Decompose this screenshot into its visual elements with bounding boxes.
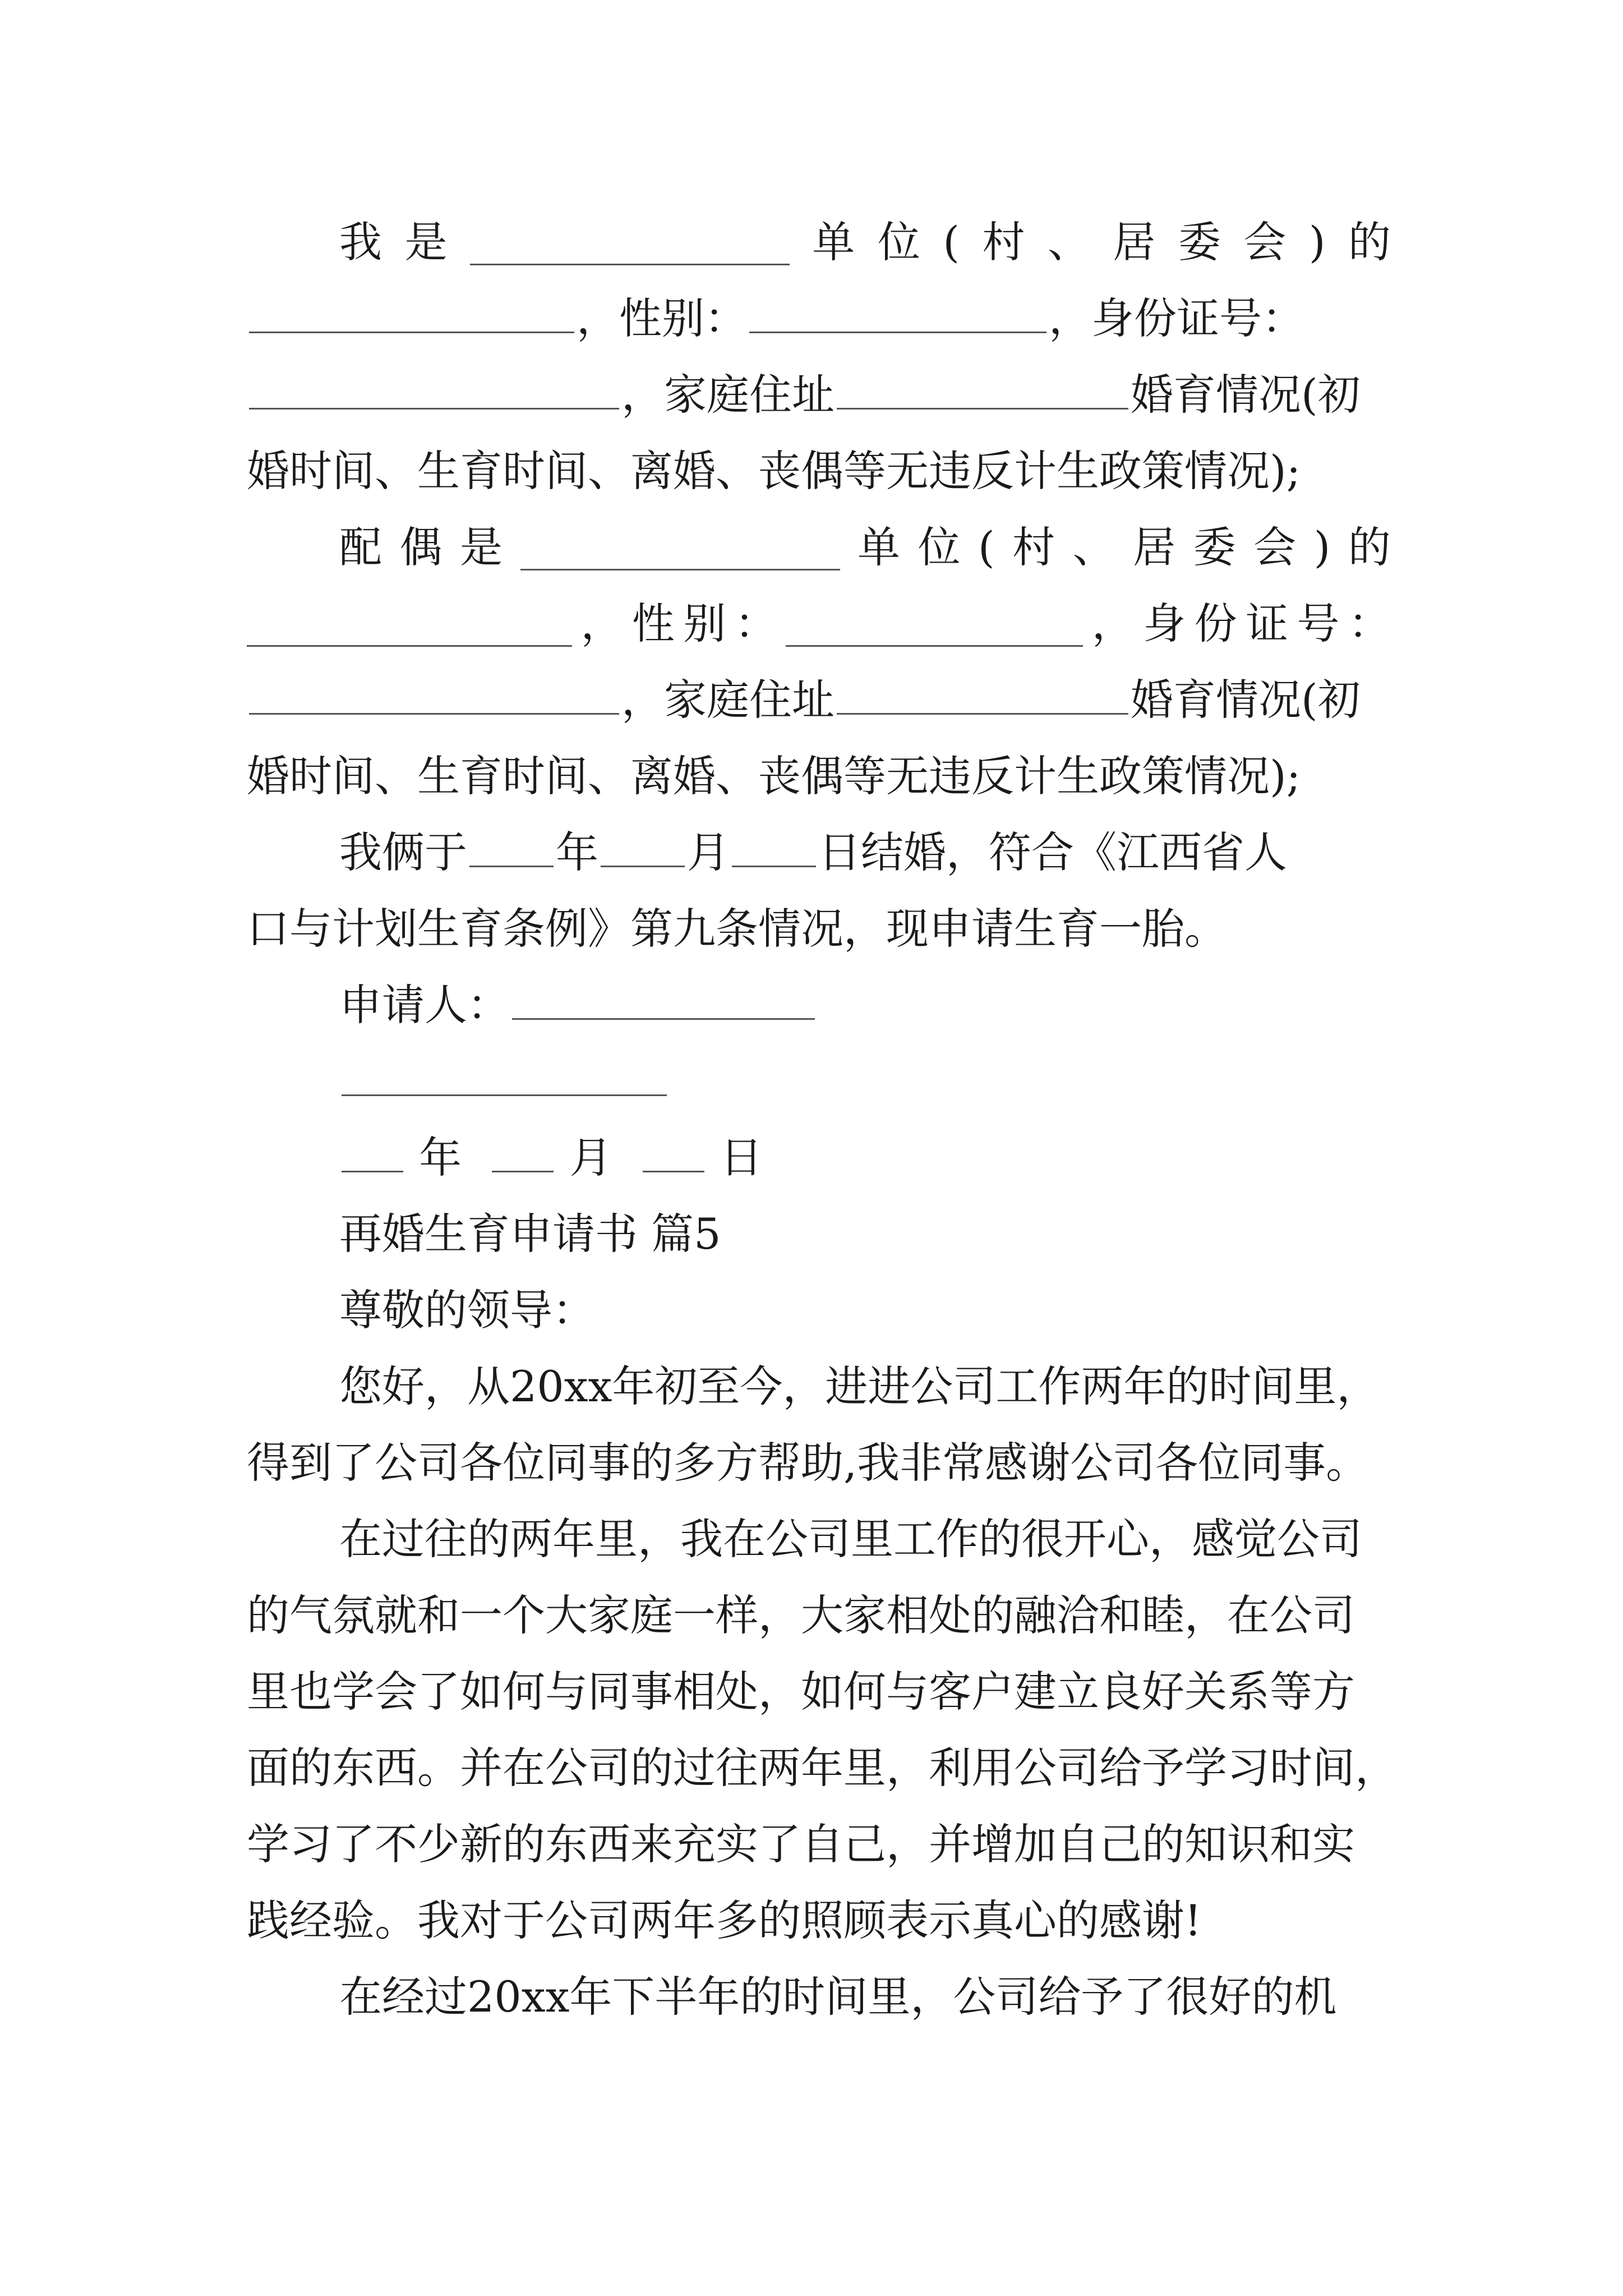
letter-text: 得到了公司各位同事的多方帮助,我非常感谢公司各位同事。 bbox=[247, 1438, 1369, 1488]
marriage-year-blank[interactable] bbox=[469, 822, 554, 867]
paragraph-3-line-2 bbox=[247, 895, 1391, 963]
letter-line bbox=[339, 1353, 1391, 1420]
address-label: ，家庭住址 bbox=[621, 370, 834, 420]
marital-status-text: 婚时间、生育时间、离婚、丧偶等无违反计生政策情况); bbox=[247, 446, 1301, 496]
text-char: 单 bbox=[857, 522, 900, 572]
letter-line bbox=[247, 1429, 1391, 1497]
text-char: 、 bbox=[1047, 217, 1090, 267]
text-char: 居 bbox=[1113, 217, 1156, 267]
text-segment: 月 bbox=[687, 827, 730, 877]
paragraph-2-line-1 bbox=[339, 514, 1391, 581]
letter-line bbox=[247, 1734, 1398, 1802]
text-char: 我 bbox=[339, 217, 382, 267]
address-blank[interactable] bbox=[837, 364, 1128, 409]
text-segment: 年 bbox=[556, 827, 598, 877]
gender-label: ，性别： bbox=[577, 293, 747, 343]
letter-line bbox=[247, 1811, 1391, 1878]
gender-blank[interactable] bbox=[749, 288, 1046, 333]
applicant-label: 申请人： bbox=[339, 980, 510, 1030]
text-char: 会 bbox=[1253, 522, 1297, 572]
text-char: 村 bbox=[1012, 522, 1055, 572]
paragraph-1-line-3 bbox=[247, 361, 1391, 429]
letter-text: 在经过20xx年下半年的时间里，公司给予了很好的机 bbox=[339, 1972, 1337, 2022]
paragraph-1-line-1 bbox=[339, 209, 1391, 276]
text-char: 配 bbox=[339, 522, 382, 572]
date-line bbox=[339, 1124, 1391, 1191]
signature-blank[interactable] bbox=[342, 1051, 667, 1096]
id-number-label: ，身份证号： bbox=[1049, 293, 1304, 343]
text-char: 份 bbox=[1194, 599, 1237, 648]
letter-text: 面的东西。并在公司的过往两年里，利用公司给予学习时间， bbox=[247, 1743, 1398, 1793]
date-day-label: 日 bbox=[720, 1133, 763, 1182]
letter-text: 里也学会了如何与同事相处，如何与客户建立良好关系等方 bbox=[247, 1667, 1355, 1717]
text-segment: 日结婚，符合《江西省人 bbox=[818, 827, 1287, 877]
text-char: 是 bbox=[460, 522, 502, 572]
text-char: 位 bbox=[877, 217, 920, 267]
text-char: 的 bbox=[1348, 522, 1391, 572]
text-segment: 我俩于 bbox=[339, 827, 467, 877]
name-blank[interactable] bbox=[249, 288, 574, 333]
text-char: 证 bbox=[1246, 599, 1289, 648]
text-char: ： bbox=[734, 599, 777, 648]
text-char: 委 bbox=[1178, 217, 1221, 267]
text-char: 位 bbox=[917, 522, 961, 572]
spouse-gender-blank[interactable] bbox=[786, 601, 1083, 647]
spouse-name-blank[interactable] bbox=[247, 601, 572, 647]
text-char: 委 bbox=[1193, 522, 1236, 572]
text-char: 是 bbox=[404, 217, 448, 267]
marital-status-label: 婚育情况(初 bbox=[1131, 675, 1361, 725]
paragraph-2-line-3 bbox=[247, 666, 1391, 734]
paragraph-3-line-1 bbox=[339, 819, 1391, 886]
marriage-month-blank[interactable] bbox=[601, 822, 685, 867]
text-char: 身 bbox=[1143, 599, 1186, 648]
date-month-blank[interactable] bbox=[492, 1127, 554, 1172]
salutation bbox=[339, 1277, 1391, 1344]
letter-line bbox=[247, 1658, 1391, 1726]
letter-line bbox=[247, 1887, 1391, 1954]
text-char: 别 bbox=[683, 599, 726, 648]
applicant-line bbox=[339, 972, 1391, 1039]
text-char: 的 bbox=[1348, 217, 1391, 267]
salutation-text: 尊敬的领导： bbox=[339, 1285, 595, 1335]
text-char: 性 bbox=[631, 599, 675, 648]
date-day-blank[interactable] bbox=[643, 1127, 704, 1172]
section-title-text: 再婚生育申请书 篇5 bbox=[339, 1209, 721, 1259]
paragraph-2-line-4 bbox=[247, 743, 1391, 810]
text-char: 、 bbox=[1072, 522, 1115, 572]
text-char: 单 bbox=[812, 217, 855, 267]
text-char: ， bbox=[1091, 599, 1135, 648]
text-char: ， bbox=[580, 599, 624, 648]
marriage-day-blank[interactable] bbox=[732, 822, 816, 867]
letter-text: 践经验。我对于公司两年多的照顾表示真心的感谢! bbox=[247, 1895, 1202, 1945]
letter-line bbox=[247, 1582, 1391, 1649]
text-char: ) bbox=[1308, 217, 1326, 267]
id-number-blank[interactable] bbox=[249, 364, 619, 409]
letter-line bbox=[339, 1506, 1391, 1573]
text-char: 号 bbox=[1297, 599, 1340, 648]
text-char: ： bbox=[1348, 599, 1391, 648]
address-label: ，家庭住址 bbox=[621, 675, 834, 725]
spouse-work-unit-blank[interactable] bbox=[520, 525, 840, 570]
text-char: ( bbox=[943, 217, 960, 267]
section-title bbox=[339, 1200, 1391, 1268]
text-segment: 口与计划生育条例》第九条情况，现申请生育一胎。 bbox=[247, 904, 1227, 954]
paragraph-1-line-4 bbox=[247, 438, 1391, 505]
letter-text: 您好，从20xx年初至今，进进公司工作两年的时间里， bbox=[339, 1361, 1380, 1411]
marital-status-text: 婚时间、生育时间、离婚、丧偶等无违反计生政策情况); bbox=[247, 751, 1301, 801]
signature-line bbox=[339, 1048, 1391, 1115]
applicant-signature-blank[interactable] bbox=[512, 974, 815, 1020]
paragraph-1-line-2 bbox=[247, 285, 1391, 352]
text-char: 会 bbox=[1243, 217, 1287, 267]
letter-line bbox=[339, 1963, 1391, 2031]
text-char: 偶 bbox=[399, 522, 442, 572]
date-month-label: 月 bbox=[569, 1133, 612, 1182]
date-year-blank[interactable] bbox=[342, 1127, 403, 1172]
text-char: 村 bbox=[982, 217, 1025, 267]
date-year-label: 年 bbox=[419, 1133, 462, 1182]
spouse-id-number-blank[interactable] bbox=[249, 669, 619, 715]
text-char: ) bbox=[1313, 522, 1331, 572]
marital-status-label: 婚育情况(初 bbox=[1131, 370, 1361, 420]
letter-text: 在过往的两年里，我在公司里工作的很开心，感觉公司 bbox=[339, 1514, 1362, 1564]
work-unit-blank[interactable] bbox=[470, 220, 790, 265]
text-char: ( bbox=[978, 522, 995, 572]
paragraph-2-line-2 bbox=[247, 590, 1391, 657]
spouse-address-blank[interactable] bbox=[837, 669, 1128, 715]
letter-text: 学习了不少新的东西来充实了自己，并增加自己的知识和实 bbox=[247, 1819, 1355, 1869]
text-char: 居 bbox=[1133, 522, 1176, 572]
letter-text: 的气氛就和一个大家庭一样，大家相处的融洽和睦，在公司 bbox=[247, 1590, 1355, 1640]
